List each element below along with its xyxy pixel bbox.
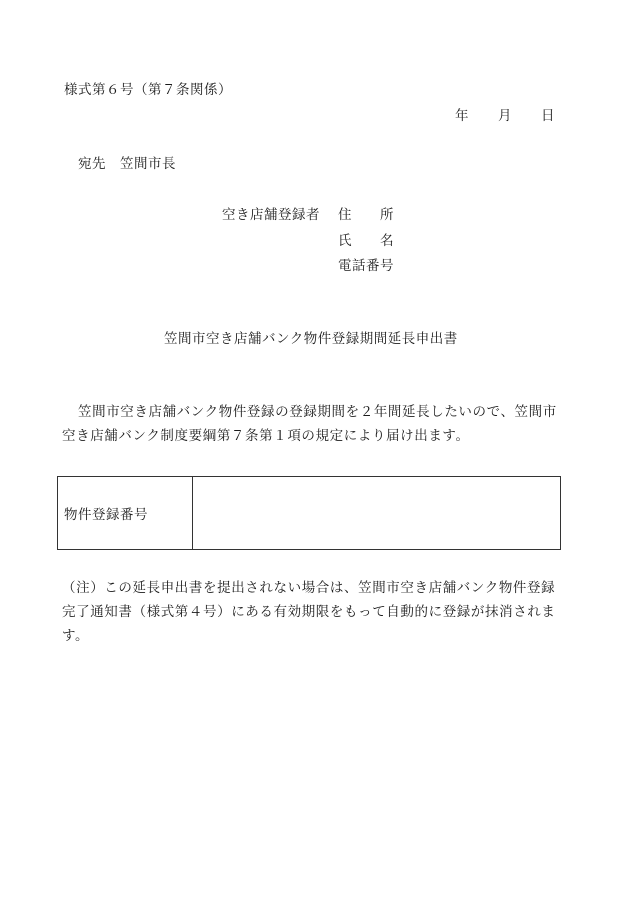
property-number-label: 物件登録番号 (58, 477, 193, 550)
document-title: 笠間市空き店舗バンク物件登録期間延長申出書 (164, 331, 458, 347)
note-line-1: （注）この延長申出書を提出されない場合は、笠間市空き店舗バンク物件登録 (62, 580, 556, 596)
applicant-role: 空き店舗登録者 (222, 207, 320, 223)
date-day-label: 日 (541, 108, 555, 124)
note-line-3: す。 (62, 628, 90, 644)
form-number: 様式第６号（第７条関係） (64, 82, 232, 98)
table-row (58, 477, 561, 550)
property-registration-table (57, 476, 561, 550)
note-line-2: 完了通知書（様式第４号）にある有効期限をもって自動的に登録が抹消されま (62, 604, 556, 620)
body-line-2: 空き店舗バンク制度要綱第７条第１項の規定により届け出ます。 (62, 428, 470, 444)
address-label: 住 所 (338, 207, 394, 223)
phone-label: 電話番号 (338, 258, 394, 274)
date-month-label: 月 (498, 108, 512, 124)
property-number-value[interactable] (193, 477, 561, 550)
addressee: 宛先 笠間市長 (78, 156, 176, 172)
date-year-label: 年 (455, 108, 469, 124)
name-label: 氏 名 (338, 233, 394, 249)
body-line-1: 笠間市空き店舗バンク物件登録の登録期間を２年間延長したいので、笠間市 (78, 404, 557, 420)
